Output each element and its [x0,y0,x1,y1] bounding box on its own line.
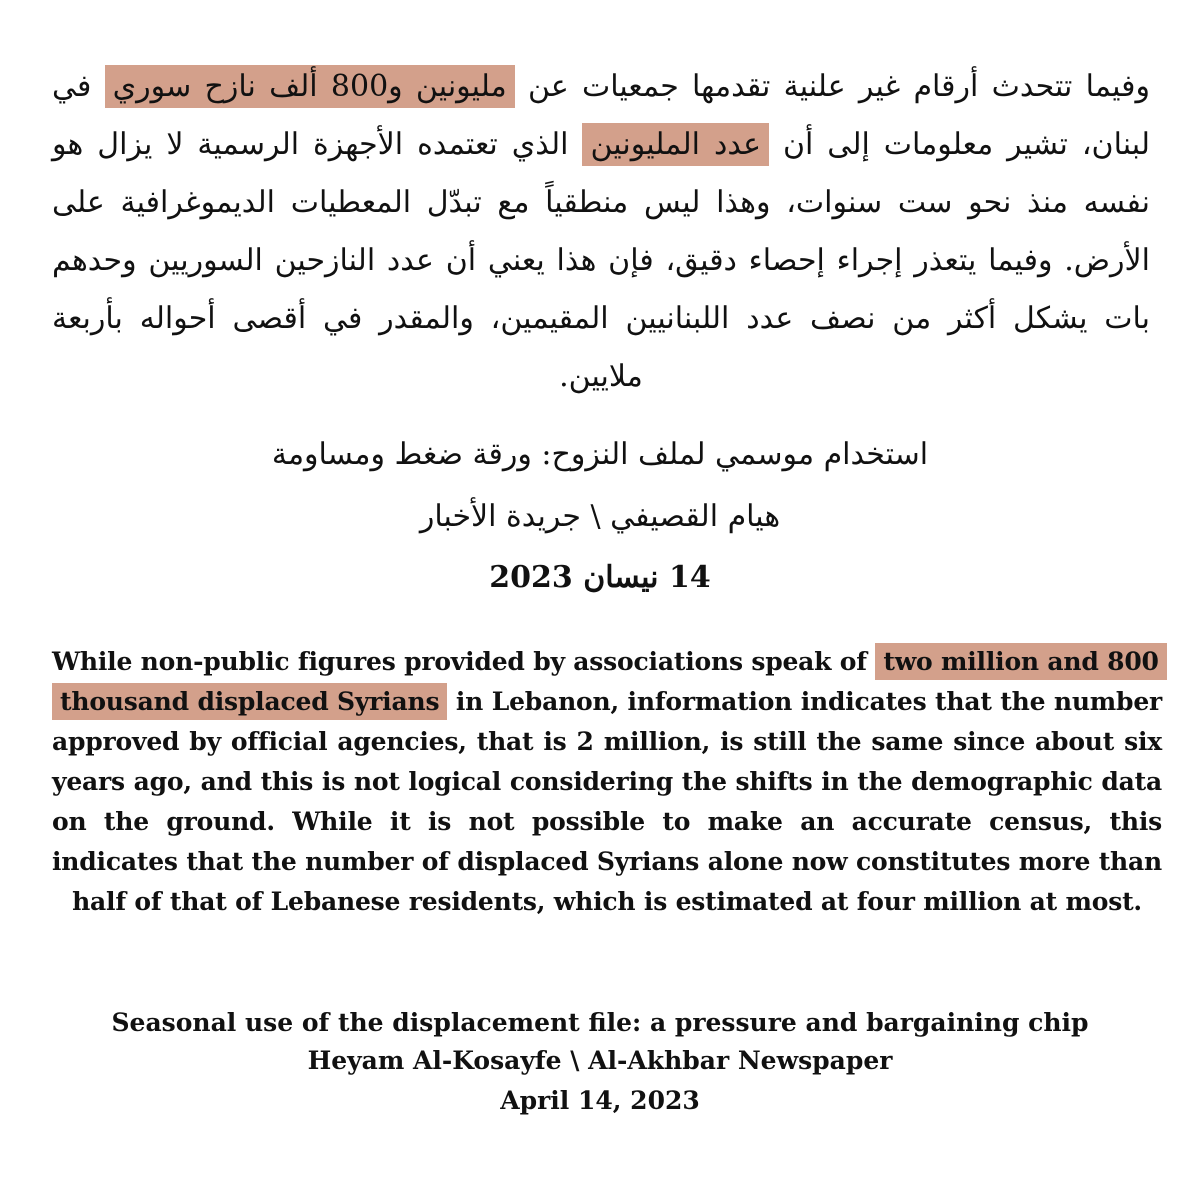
arabic-article-author: هيام القصيفي \ جريدة الأخبار [419,499,781,534]
arabic-article-title: استخدام موسمي لملف النزوح: ورقة ضغط ومساومة [271,437,929,472]
arabic-highlight-official-count: عدد المليونين [582,123,769,166]
arabic-text-part-1: وفيما تتحدث أرقام غير علنية تقدمها جمعيات عن [514,69,1150,104]
arabic-paragraph [52,58,1150,406]
english-paragraph [52,642,1162,922]
english-text-part-1: While non-public figures provided by associations speak of [52,647,876,676]
arabic-text-part-2: في لبنان، تشير معلومات إلى أن [52,69,1150,162]
arabic-text-part-3: الذي تعتمده الأجهزة الرسمية لا يزال هو نفسه منذ نحو ست سنوات، وهذا ليس منطقياً مع تبدّل المعطيات الديموغرافية على الأرض. وفيما يتعذر إجراء إحصاء دقيق، فإن هذا يعني أن عدد النازحين السوريين وحدهم بات يشكل أكثر من نصف عدد اللبنانيين المقيمين، والمقدر في أقصى أحواله بأربعة ملايين. [52,127,1150,394]
arabic-highlight-displaced-count: مليونين و800 ألف نازح سوري [105,65,515,108]
english-article-author: Heyam Al-Kosayfe \ Al-Akhbar Newspaper [307,1046,893,1075]
english-article-title: Seasonal use of the displacement file: a pressure and bargaining chip [111,1008,1089,1037]
arabic-article-date: 14 نيسان 2023 [489,560,711,595]
english-article-date: April 14, 2023 [500,1086,700,1115]
english-text-part-2: in Lebanon, information indicates that the number approved by official agencies, that is 2 million, is still the same since about six years ago, and this is not logical considering the shifts in the demographic data on the ground. While it is not possible to make an accurate census, this indicates that the number of displaced Syrians alone now constitutes more than half of that of Lebanese residents, which is estimated at four million at most. [52,687,1163,916]
english-highlight-displaced-count: two million and 800 thousand displaced Syrians [52,643,1167,720]
